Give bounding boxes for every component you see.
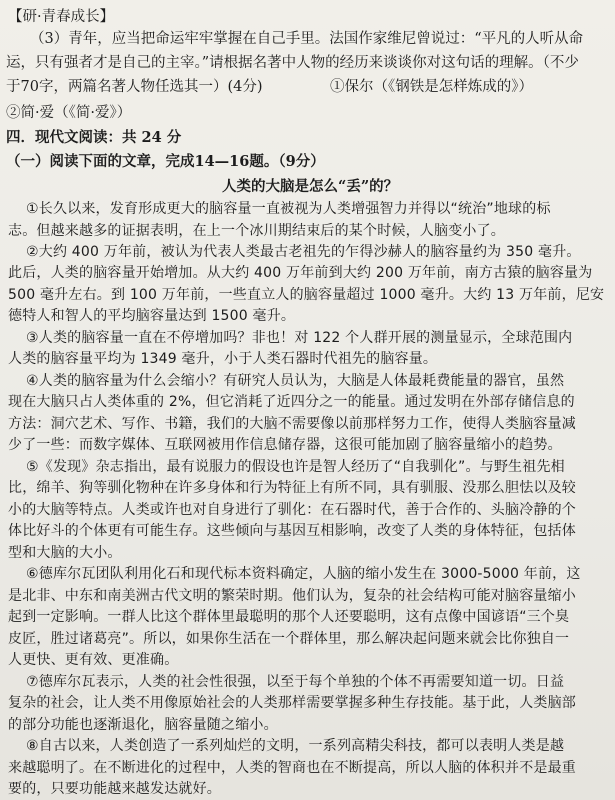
article-line: 少了一些：而数字媒体、互联网被用作信息储存器，这很可能加剧了脑容量缩小的趋势。 — [8, 437, 562, 454]
part-4-subheading: （一）阅读下面的文章，完成14—16题。（9分） — [6, 153, 325, 170]
article-line: 比，绵羊、狗等驯化物种在许多身体和行为特征上有所不同，具有驯服、没那么胆怯以及较 — [8, 480, 576, 497]
article-line: 方法：洞穴艺术、写作、书籍，我们的大脑不需要像以前那样努力工作，使得人类脑容量减 — [8, 415, 576, 432]
article-line: ①长久以来，发育形成更大的脑容量一直被视为人类增强智力并得以“统治”地球的标 — [26, 201, 551, 217]
option-2: ②简·爱（《简·爱》） — [6, 105, 132, 121]
question-3-line-3: 于70字，两篇名著人物任选其一）(4分) — [6, 79, 263, 95]
article-line: 人更快、更有效、更准确。 — [8, 652, 179, 669]
section-tag: 【研·青春成长】 — [8, 9, 115, 25]
article-line: 型和大脑的大小。 — [8, 544, 122, 561]
article-line: 志。但越来越多的证据表明，在上一个冰川期结束后的某个时候，人脑变小了。 — [8, 222, 505, 239]
article-line: 此后，人类的脑容量开始增加。从大约 400 万年前到大约 200 万年前，南方古猿的脑容量为 — [8, 265, 593, 282]
question-3-line-1: （3）青年，应当把命运牢牢掌握在自己手里。法国作家维尼曾说过：“平凡的人听从命 — [30, 31, 584, 47]
article-line: ④人类的脑容量为什么会缩小？有研究人员认为，大脑是人体最耗费能量的器官，虽然 — [26, 372, 565, 389]
article-line: 500 毫升左右。到 100 万年前，一些直立人的脑容量超过 1000 毫升。大约 13 万年前，尼安 — [8, 286, 605, 303]
article-line: ③人类的脑容量一直在不停增加吗？非也！对 122 个人群开展的测量显示，全球范围内 — [26, 329, 573, 346]
question-3-line-2: 运，只有强者才是自己的主宰。”请根据名著中人物的经历来谈谈你对这句话的理解。（不少 — [6, 55, 579, 71]
article-line: 人类的脑容量平均为 1349 毫升，小于人类石器时代祖先的脑容量。 — [8, 351, 438, 368]
article-line: ②大约 400 万年前，被认为代表人类最古老祖先的乍得沙赫人的脑容量约为 350 毫升。 — [26, 244, 581, 260]
article-line: 来越聪明了。在不断进化的过程中，人类的智商也在不断提高，所以人脑的体积并不是最重 — [8, 759, 576, 776]
article-line: 要的，只要功能越来越发达就好。 — [8, 781, 221, 797]
article-line: 起到一定影响。一群人比这个群体里最聪明的那个人还要聪明，这有点像中国谚语“三个臭 — [8, 609, 570, 626]
article-line: 是北非、中东和南美洲古代文明的繁荣时期。他们认为，复杂的社会结构可能对脑容量缩小 — [8, 587, 576, 604]
article-line: 的部分功能也逐渐退化，脑容量随之缩小。 — [8, 716, 278, 733]
article-line: 复杂的社会，让人类不用像原始社会的人类那样需要掌握多种生存技能。基于此，人类脑部 — [8, 695, 576, 712]
article-line: 小的大脑等特点。人类或许也对自身进行了驯化：在石器时代，善于合作的、头脑冷静的个 — [8, 501, 576, 518]
article-title: 人类的大脑是怎么“丢”的？ — [222, 178, 399, 195]
article-line: ⑤《发现》杂志指出，最有说服力的假设也许是智人经历了“自我驯化”。与野生祖先相 — [26, 458, 565, 475]
part-4-heading: 四．现代文阅读：共 24 分 — [6, 129, 182, 146]
article-line: ⑧自古以来，人类创造了一系列灿烂的文明，一系列高精尖科技，都可以表明人类是越 — [26, 738, 565, 754]
option-1: ①保尔（《钢铁是怎样炼成的》） — [330, 79, 533, 95]
article-line: ⑥德库尔瓦团队利用化石和现代标本资料确定，人脑的缩小发生在 3000-5000 年前，这 — [26, 566, 581, 583]
article-line: 体比好斗的个体更有可能生存。这些倾向与基因互相影响，改变了人类的身体特征，包括体 — [8, 523, 576, 540]
article-line: 皮匠，胜过诸葛亮”。所以，如果你生活在一个群体里，那么解决起问题来就会比你独自一 — [8, 630, 570, 647]
article-line: ⑦德库尔瓦表示，人类的社会性很强，以至于每个单独的个体不再需要知道一切。日益 — [26, 673, 565, 690]
article-line: 现在大脑只占人类体重的 2%，但它消耗了近四分之一的能量。通过发明在外部存储信息的 — [8, 394, 575, 411]
article-line: 德特人和智人的平均脑容量达到 1500 毫升。 — [8, 308, 296, 325]
